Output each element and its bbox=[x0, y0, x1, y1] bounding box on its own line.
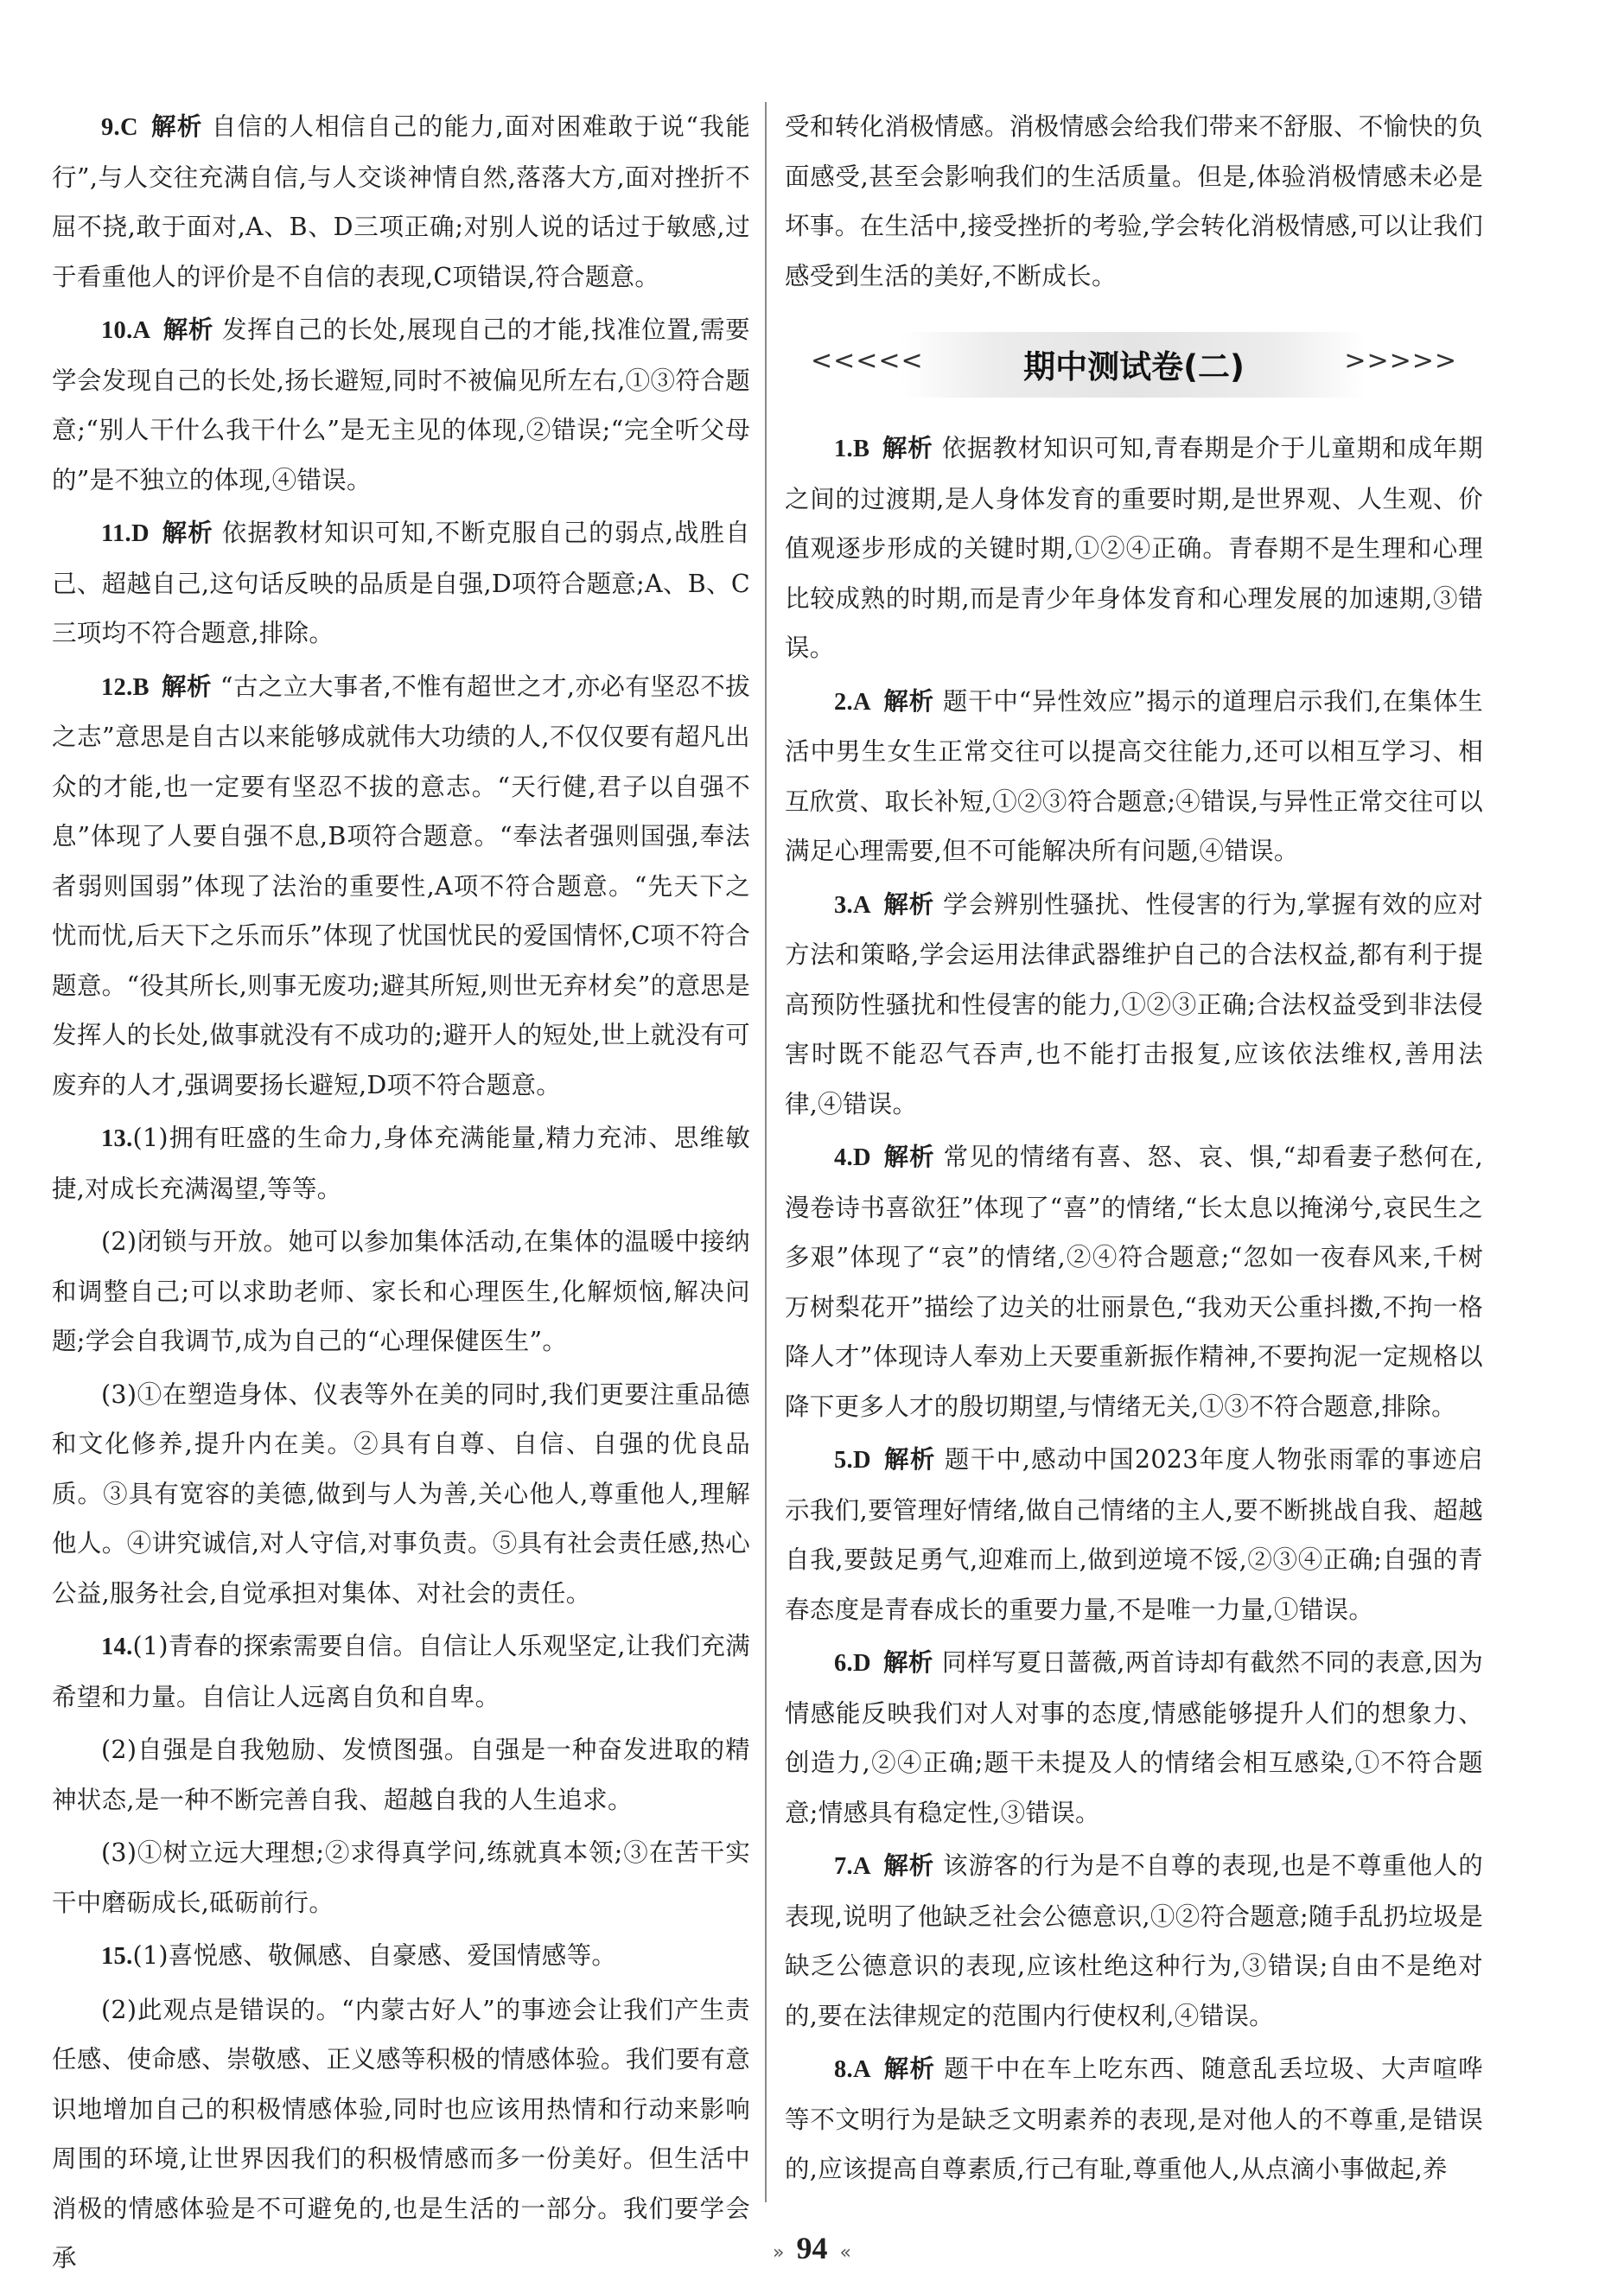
answer-text: 发挥自己的长处,展现自己的才能,找准位置,需要学会发现自己的长处,扬长避短,同时不被偏见所左右,①③符合题意;“别人干什么我干什么”是无主见的体现,②错误;“完全听父母的”是不独立的体现,④错误。 bbox=[52, 315, 750, 494]
answer-text: 题干中“异性效应”揭示的道理启示我们,在集体生活中男生女生正常交往可以提高交往能力,还可以相互学习、相互欣赏、取长补短,①②③符合题意;④错误,与异性正常交往可以满足心理需要,但不可能解决所有问题,④错误。 bbox=[785, 686, 1483, 865]
question-number: 3.A bbox=[834, 891, 871, 919]
answer-15-part-2: (2)此观点是错误的。“内蒙古好人”的事迹会让我们产生责任感、使命感、崇敬感、正义感等积极的情感体验。我们要有意识地增加自己的积极情感体验,同时也应该用热情和行动来影响周围的环境,让世界因我们的积极情感而多一份美好。但生活中消极的情感体验是不可避免的,也是生活的一部分。我们要学会承 bbox=[52, 1995, 750, 2272]
answer-item bbox=[785, 424, 1483, 673]
answer-13-part-1 bbox=[52, 1113, 750, 1214]
analysis-tag: 解析 bbox=[150, 112, 203, 141]
answer-9 bbox=[52, 102, 750, 302]
question-number: 7.A bbox=[834, 1853, 871, 1880]
question-number: 11.D bbox=[101, 520, 150, 547]
answer-text: (1)青春的探索需要自信。自信让人乐观坚定,让我们充满希望和力量。自信让人远离自负和自卑。 bbox=[52, 1632, 750, 1711]
answer-15-part-1 bbox=[52, 1931, 750, 1982]
analysis-tag: 解析 bbox=[882, 2054, 936, 2083]
question-number: 2.A bbox=[834, 688, 871, 716]
answer-list bbox=[785, 424, 1483, 2195]
left-column bbox=[52, 102, 750, 2287]
answer-10 bbox=[52, 305, 750, 505]
analysis-tag: 解析 bbox=[882, 889, 935, 919]
footer-left-arrow: » bbox=[773, 2242, 785, 2264]
page-footer bbox=[0, 2230, 1624, 2266]
column-divider bbox=[765, 102, 767, 2202]
answer-text: 依据教材知识可知,不断克服自己的弱点,战胜自己、超越自己,这句话反映的品质是自强,D项符合题意;A、B、C三项均不符合题意,排除。 bbox=[52, 519, 750, 647]
answer-text: 常见的情绪有喜、怒、哀、惧,“却看妻子愁何在,漫卷诗书喜欲狂”体现了“喜”的情绪,“长太息以掩涕兮,哀民生之多艰”体现了“哀”的情绪,②④符合题意;“忽如一夜春风来,千树万树梨花开”描绘了边关的壮丽景色,“我劝天公重抖擞,不拘一格降人才”体现诗人奉劝上天要重新振作精神,不要拘泥一定规格以降下更多人才的殷切期望,与情绪无关,①③不符合题意,排除。 bbox=[785, 1143, 1483, 1421]
answer-text: 同样写夏日蔷薇,两首诗却有截然不同的表意,因为情感能反映我们对人对事的态度,情感能够提升人们的想象力、创造力,②④正确;题干未提及人的情绪会相互感染,①不符合题意;情感具有稳定性,③错误。 bbox=[785, 1648, 1483, 1827]
footer-right-arrow: « bbox=[839, 2242, 851, 2264]
analysis-tag: 解析 bbox=[882, 434, 933, 462]
question-number: 1.B bbox=[834, 436, 870, 462]
answer-item bbox=[785, 1435, 1483, 1634]
answer-14-part-1 bbox=[52, 1621, 750, 1722]
question-number: 8.A bbox=[834, 2056, 871, 2083]
answer-text: 该游客的行为是不自尊的表现,也是不尊重他人的表现,说明了他缺乏社会公德意识,①②符合题意;随手乱扔垃圾是缺乏公德意识的表现,应该杜绝这种行为,③错误;自由不是绝对的,要在法律规定的范围内行使权利,④错误。 bbox=[785, 1851, 1483, 2030]
section-banner bbox=[785, 332, 1483, 398]
answer-text: 自信的人相信自己的能力,面对困难敢于说“我能行”,与人交往充满自信,与人交谈神情自然,落落大方,面对挫折不屈不挠,敢于面对,A、B、D三项正确;对别人说的话过于敏感,过于看重他人的评价是不自信的表现,C项错误,符合题意。 bbox=[52, 112, 750, 291]
answer-11 bbox=[52, 508, 750, 659]
answer-text: 学会辨别性骚扰、性侵害的行为,掌握有效的应对方法和策略,学会运用法律武器维护自己的合法权益,都有利于提高预防性骚扰和性侵害的能力,①②③正确;合法权益受到非法侵害时既不能忍气吞声,也不能打击报复,应该依法维权,善用法律,④错误。 bbox=[785, 889, 1483, 1118]
question-number: 5.D bbox=[834, 1447, 871, 1474]
analysis-tag: 解析 bbox=[882, 1445, 936, 1474]
answer-13-part-3: (3)①在塑造身体、仪表等外在美的同时,我们更要注重品德和文化修养,提升内在美。②具有自尊、自信、自强的优良品质。③具有宽容的美德,做到与人为善,关心他人,尊重他人,理解他人。④讲究诚信,对人守信,对事负责。⑤具有社会责任感,热心公益,服务社会,自觉承担对集体、对社会的责任。 bbox=[52, 1379, 750, 1608]
question-number: 9.C bbox=[101, 114, 138, 141]
right-column bbox=[785, 102, 1483, 2198]
answer-text: “古之立大事者,不惟有超世之才,亦必有坚忍不拔之志”意思是自古以来能够成就伟大功绩的人,不仅仅要有超凡出众的才能,也一定要有坚忍不拔的意志。“天行健,君子以自强不息”体现了人要自强不息,B项符合题意。“奉法者强则国强,奉法者弱则国弱”体现了法治的重要性,A项不符合题意。“先天下之忧而忧,后天下之乐而乐”体现了忧国忧民的爱国情怀,C项不符合题意。“役其所长,则事无废功;避其所短,则世无弃材矣”的意思是发挥人的长处,做事就没有不成功的;避开人的短处,世上就没有可废弃的人才,强调要扬长避短,D项不符合题意。 bbox=[52, 672, 750, 1099]
analysis-tag: 解析 bbox=[882, 1648, 933, 1677]
answer-13-part-2: (2)闭锁与开放。她可以参加集体活动,在集体的温暖中接纳和调整自己;可以求助老师、家长和心理医生,化解烦恼,解决问题;学会自我调节,成为自己的“心理保健医生”。 bbox=[52, 1227, 750, 1355]
answer-14-part-2: (2)自强是自我勉励、发愤图强。自强是一种奋发进取的精神状态,是一种不断完善自我、超越自我的人生追求。 bbox=[52, 1736, 750, 1814]
answer-item bbox=[785, 1132, 1483, 1431]
answer-item bbox=[785, 2044, 1483, 2195]
answer-15-continued: 受和转化消极情感。消极情感会给我们带来不舒服、不愉快的负面感受,甚至会影响我们的生活质量。但是,体验消极情感未必是坏事。在生活中,接受挫折的考验,学会转化消极情感,可以让我们感受到生活的美好,不断成长。 bbox=[785, 112, 1483, 290]
answer-text: 依据教材知识可知,青春期是介于儿童期和成年期之间的过渡期,是人身体发育的重要时期,是世界观、人生观、价值观逐步形成的关键时期,①②④正确。青春期不是生理和心理比较成熟的时期,而是青少年身体发育和心理发展的加速期,③错误。 bbox=[785, 434, 1483, 662]
question-number: 10.A bbox=[101, 317, 151, 344]
section-title: 期中测试卷(二) bbox=[1023, 348, 1245, 385]
analysis-tag: 解析 bbox=[162, 315, 213, 344]
answer-item bbox=[785, 677, 1483, 876]
answer-item bbox=[785, 880, 1483, 1130]
answer-text: (1)拥有旺盛的生命力,身体充满能量,精力充沛、思维敏捷,对成长充满渴望,等等。 bbox=[52, 1124, 750, 1203]
page-number: 94 bbox=[796, 2231, 828, 2265]
answer-14-part-3: (3)①树立远大理想;②求得真学问,练就真本领;③在苦干实干中磨砺成长,砥砺前行。 bbox=[52, 1838, 750, 1917]
analysis-tag: 解析 bbox=[882, 1851, 935, 1880]
question-number: 14. bbox=[101, 1634, 133, 1660]
question-number: 12.B bbox=[101, 673, 150, 701]
analysis-tag: 解析 bbox=[882, 1143, 935, 1171]
analysis-tag: 解析 bbox=[161, 672, 212, 701]
analysis-tag: 解析 bbox=[882, 686, 934, 716]
question-number: 4.D bbox=[834, 1144, 871, 1171]
analysis-tag: 解析 bbox=[161, 519, 213, 547]
answer-12 bbox=[52, 662, 750, 1111]
answer-text: 题干中,感动中国2023年度人物张雨霏的事迹启示我们,要管理好情绪,做自己情绪的主人,要不断挑战自我、超越自我,要鼓足勇气,迎难而上,做到逆境不馁,②③④正确;自强的青春态度是青春成长的重要力量,不是唯一力量,①错误。 bbox=[785, 1445, 1483, 1624]
banner-right-arrows: >>>>> bbox=[1344, 346, 1457, 376]
answer-text: 题干中在车上吃东西、随意乱丢垃圾、大声喧哗等不文明行为是缺乏文明素养的表现,是对他人的不尊重,是错误的,应该提高自尊素质,行己有耻,尊重他人,从点滴小事做起,养 bbox=[785, 2054, 1483, 2183]
question-number: 15. bbox=[101, 1943, 133, 1970]
answer-item bbox=[785, 1841, 1483, 2041]
answer-text: (1)喜悦感、敬佩感、自豪感、爱国情感等。 bbox=[132, 1941, 617, 1970]
question-number: 6.D bbox=[834, 1650, 871, 1677]
question-number: 13. bbox=[101, 1125, 133, 1152]
banner-left-arrows: <<<<< bbox=[811, 346, 924, 376]
answer-item bbox=[785, 1638, 1483, 1838]
